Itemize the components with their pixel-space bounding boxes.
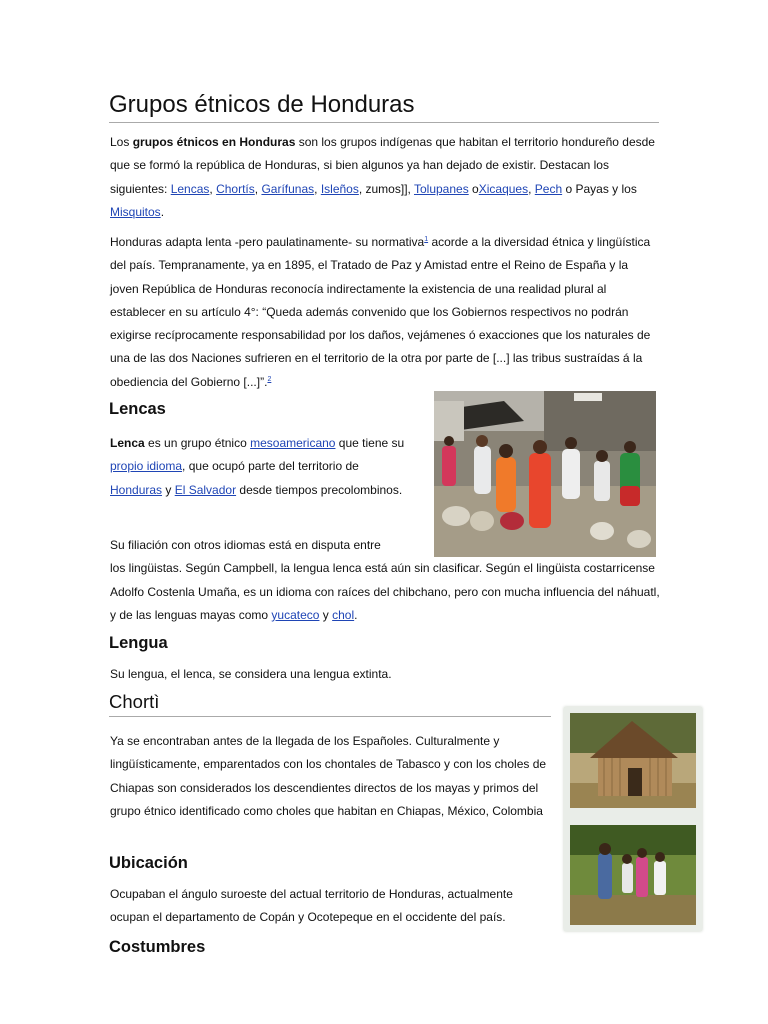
link-xicaques[interactable]: Xicaques — [478, 181, 529, 196]
link-mesoamericano[interactable]: mesoamericano — [250, 436, 336, 450]
link-yucateco[interactable]: yucateco — [271, 607, 320, 622]
link-el-salvador[interactable]: El Salvador — [174, 482, 237, 497]
chorti-hut-photo — [570, 713, 696, 808]
link-tolupanes[interactable]: Tolupanes — [413, 181, 469, 196]
chorti-photos-frame — [564, 707, 702, 931]
link-chol[interactable]: chol — [332, 607, 355, 622]
intro-bold-term: grupos étnicos en Honduras — [132, 135, 296, 149]
lencas-paragraph-1: Lenca es un grupo étnico mesoamericano que tiene su propio idioma, que ocupó parte del territorio de Honduras y El Salvador desde tiempos precolombinos. — [110, 436, 405, 497]
link-pech[interactable]: Pech — [534, 181, 563, 196]
ubicacion-paragraph: Ocupaban el ángulo suroeste del actual territorio de Honduras, actualmente ocupan el departamento de Copán y Ocotepeque en el occidente del país. — [110, 887, 513, 925]
chorti-family-photo — [570, 825, 696, 925]
chorti-paragraph: Ya se encontraban antes de la llegada de los Españoles. Culturalmente y lingüísticamente, emparentados con los chontales de Tabasco y con los choles de Chiapas son considerados los descendientes directos de los mayas y primos del grupo étnico identificado como choles que habitan en Chiapas, México, Colombia — [110, 734, 547, 818]
lenca-market-photo — [434, 391, 656, 557]
link-chortis[interactable]: Chortís — [216, 181, 255, 196]
lencas-paragraph-2: Su filiación con otros idiomas está en disputa entre los lingüistas. Según Campbell, la lengua lenca está aún sin clasificar. Según el lingüista costarricense Adolfo Costenla Umaña, es un idioma con raíces del chibchano, pero con mucha influencia del náhuatl, y de las lenguas mayas como yucateco y chol. — [110, 538, 660, 622]
heading-lencas: Lencas — [109, 400, 166, 418]
heading-lengua: Lengua — [109, 634, 168, 652]
heading-ubicacion: Ubicación — [109, 854, 188, 872]
link-honduras[interactable]: Honduras — [110, 482, 163, 497]
heading-costumbres: Costumbres — [109, 938, 206, 956]
link-garifunas[interactable]: Garífunas — [261, 181, 315, 196]
lenca-market-photo-illustration — [434, 391, 656, 557]
intro-paragraph: Los grupos étnicos en Honduras son los grupos indígenas que habitan el territorio hondureño desde que se formó la república de Honduras, si bien algunos ya han dejado de existir. Destacan los siguientes: Lencas, Chortís, Garífunas, Isleños, zumos]], Tolupanes oXicaques, Pech o Payas y los Misquitos. — [110, 135, 655, 219]
link-lencas[interactable]: Lencas — [170, 181, 210, 196]
reference-2-link[interactable]: 2 — [267, 375, 272, 383]
heading-chorti: Chortì — [109, 688, 551, 717]
lengua-paragraph: Su lengua, el lenca, se considera una lengua extinta. — [110, 667, 392, 681]
link-propio-idioma[interactable]: propio idioma — [110, 459, 183, 474]
normativa-paragraph: Honduras adapta lenta -pero paulatinamente- su normativa$^1$ acorde a la diversidad étnica y lingüística del país. Tempranamente, ya en 1895, el Tratado de Paz y Amistad entre el Reino de España y la joven República de Honduras reconocía indirectamente la existencia de una realidad plural al establecer en su artículo 4°: “Queda además convenido que los Gobiernos respectivos no podrán exigirse recíprocamente responsabilidad por los daños, vejámenes ó exacciones que los naturales de una de las dos Naciones sufrieren en el territorio de la otra por parte de [...] las tribus sustraídas á la obediencia del Gobierno [...]”.$^2$ — [110, 235, 651, 389]
link-islenos[interactable]: Isleños — [320, 181, 359, 196]
chorti-family-illustration — [570, 825, 696, 925]
page-title: Grupos étnicos de Honduras — [109, 88, 659, 123]
chorti-hut-illustration — [570, 713, 696, 808]
link-misquitos[interactable]: Misquitos — [110, 204, 161, 219]
reference-1-link[interactable]: 1 — [424, 236, 429, 243]
